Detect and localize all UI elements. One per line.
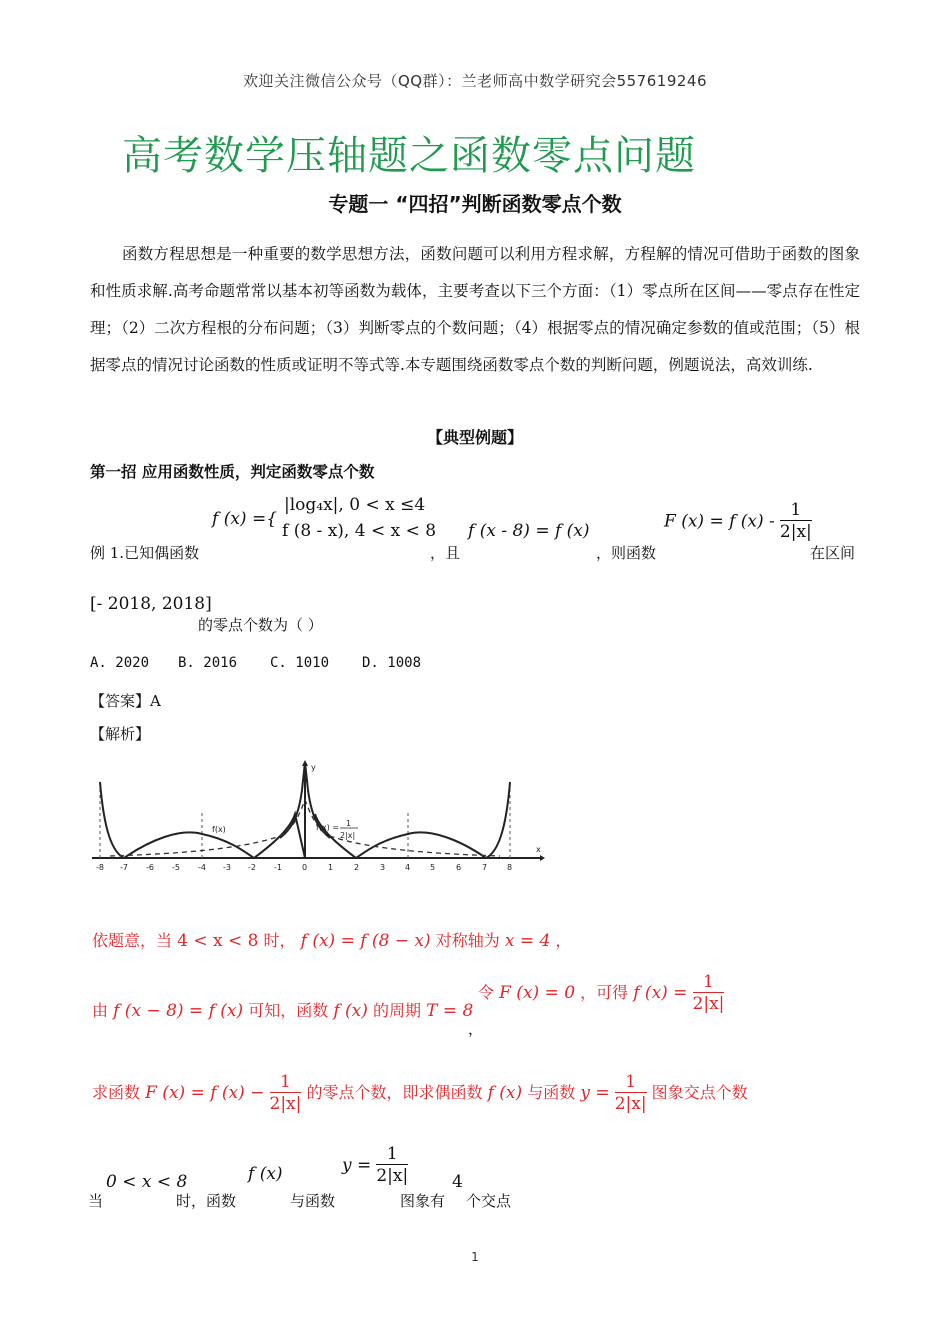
fx-label: f(x) [212, 825, 226, 834]
red1-e: 对称轴为 [435, 931, 500, 950]
tick-neg4: -4 [198, 863, 206, 872]
red1-f: x = 4 [504, 931, 551, 951]
page-number: 1 [471, 1250, 479, 1264]
fraction [780, 500, 812, 543]
interval: [- 2018, 2018] [90, 594, 212, 614]
red2-fraction [693, 972, 725, 1015]
red2-h: F (x) = 0 [499, 983, 576, 1003]
red3-den2: 2|x| [614, 1094, 647, 1114]
last-den: 2|x| [376, 1166, 409, 1186]
option-a: A. 2020 [90, 655, 150, 671]
tick-neg2: -2 [248, 863, 256, 872]
red3-den: 2|x| [269, 1094, 302, 1114]
piece-2: f (8 - x), 4 < x < 8 [282, 521, 437, 541]
fx-curve-right [315, 782, 510, 858]
red3-num2: 1 [615, 1072, 647, 1093]
last-fraction [376, 1144, 408, 1187]
subtitle: 专题一 “四招”判断函数零点个数 [328, 192, 622, 216]
tick-neg1: -1 [274, 863, 282, 872]
gx-label: f(x) = [316, 823, 340, 832]
in-interval: 在区间 [810, 544, 856, 562]
zero-count-question: 的零点个数为（ ） [198, 616, 323, 634]
last-b: 0 < x < 8 [106, 1172, 188, 1192]
red2-den: 2|x| [692, 994, 725, 1014]
last-y-fraction [342, 1144, 408, 1187]
red2-j: f (x) = [633, 983, 688, 1003]
last-h: 4 [452, 1172, 463, 1192]
red3-b: F (x) = f (x) − [145, 1083, 265, 1103]
page-title: 高考数学压轴题之函数零点问题 [122, 133, 696, 179]
red2-c: 可知，函数 [248, 1001, 329, 1020]
answer: 【答案】A [90, 692, 161, 710]
tick-neg3: -3 [223, 863, 231, 872]
tick-2: 2 [354, 863, 360, 872]
red2-num: 1 [693, 972, 725, 993]
section-heading: 【典型例题】 [426, 428, 523, 447]
tick-5: 5 [430, 863, 436, 872]
last-a: 当 [88, 1192, 104, 1210]
example-then: ，则函数 [596, 544, 657, 562]
red2-d: f (x) [333, 1001, 368, 1021]
option-d: D. 1008 [362, 655, 422, 671]
last-c: 时，函数 [176, 1192, 237, 1210]
y-label: y [311, 763, 316, 772]
tick-7: 7 [482, 863, 488, 872]
red2-f: T = 8 [426, 1001, 474, 1021]
last-g: 图象有 [400, 1192, 446, 1210]
tick-neg8: -8 [96, 863, 104, 872]
x-label: x [536, 845, 541, 854]
red3-fraction [270, 1072, 302, 1115]
tick-labels [96, 863, 512, 872]
red3-g: 图象交点个数 [651, 1083, 748, 1102]
red-line-3 [92, 1072, 748, 1115]
F-lhs: F (x) = f (x) - [664, 511, 775, 532]
red3-c: 的零点个数，即求偶函数 [306, 1083, 483, 1102]
fx-equals: f (x) ={ [212, 509, 278, 529]
red1-c: 时， [263, 931, 296, 950]
tick-8: 8 [507, 863, 513, 872]
tick-3: 3 [380, 863, 386, 872]
red2-g: 令 [478, 983, 495, 1002]
page-header: 欢迎关注微信公众号（QQ群）：兰老师高中数学研究会557619246 [242, 72, 707, 90]
tick-neg6: -6 [146, 863, 154, 872]
tick-6: 6 [456, 863, 462, 872]
analysis-label: 【解析】 [90, 725, 151, 743]
last-e: 与函数 [290, 1192, 336, 1210]
red2-e: 的周期 [372, 1001, 421, 1020]
last-f: y = [342, 1155, 372, 1176]
fraction-numerator: 1 [780, 500, 812, 521]
tick-neg5: -5 [172, 863, 180, 872]
red-line-1 [92, 928, 571, 951]
last-i: 个交点 [466, 1192, 512, 1210]
red1-a: 依题意，当 [92, 931, 173, 950]
red3-num: 1 [270, 1072, 302, 1093]
red-line-2b [478, 972, 724, 1015]
red2-i: ，可得 [580, 983, 629, 1002]
option-b: B. 2016 [178, 655, 238, 671]
tick-0: 0 [302, 863, 308, 872]
intro-paragraph: 函数方程思想是一种重要的数学思想方法，函数问题可以利用方程求解，方程解的情况可借助于函数的图象和性质求解.高考命题常常以基本初等函数为载体，主要考查以下三个方面：（1）零点所在区间——零点存在性定理；（2）二次方程根的分布问题；（3）判断零点的个数问题；（4）根据零点的情况确定参数的值或范围；（5）根据零点的情况讨论函数的性质或证明不等式等.本专题围绕函数零点个数的判断问题，例题说法，高效训练. [90, 245, 860, 374]
red-line-2a [92, 998, 473, 1021]
tick-1: 1 [328, 863, 334, 872]
example-lead: 例 1.已知偶函数 [90, 544, 200, 562]
red3-fraction-2 [615, 1072, 647, 1115]
tick-neg7: -7 [120, 863, 128, 872]
red3-f: y = [580, 1083, 610, 1103]
comma: ， [468, 1020, 484, 1038]
last-d: f (x) [248, 1164, 283, 1184]
x-axis-arrow [540, 855, 545, 861]
gx-num: 1 [346, 819, 352, 828]
option-c: C. 1010 [270, 655, 330, 671]
red1-b: 4 < x < 8 [177, 931, 259, 951]
fraction-denominator: 2|x| [779, 522, 812, 542]
red1-g: ， [555, 931, 572, 950]
red3-e: 与函数 [527, 1083, 576, 1102]
red2-a: 由 [92, 1001, 109, 1020]
periodicity-condition: f (x - 8) = f (x) [468, 521, 590, 541]
last-num: 1 [376, 1144, 408, 1165]
F-definition [664, 500, 812, 543]
piecewise-definition [212, 497, 452, 557]
red3-a: 求函数 [92, 1083, 141, 1102]
function-graph [90, 760, 545, 890]
gx-den: 2|x| [340, 831, 356, 840]
tick-4: 4 [405, 863, 411, 872]
method-heading: 第一招 应用函数性质，判定函数零点个数 [90, 463, 375, 481]
red3-d: f (x) [487, 1083, 523, 1103]
example-and: ，且 [430, 544, 461, 562]
piece-1: |log₄x|, 0 < x ≤4 [284, 495, 426, 515]
red2-b: f (x − 8) = f (x) [113, 1001, 244, 1021]
red1-d: f (x) = f (8 − x) [300, 931, 431, 951]
